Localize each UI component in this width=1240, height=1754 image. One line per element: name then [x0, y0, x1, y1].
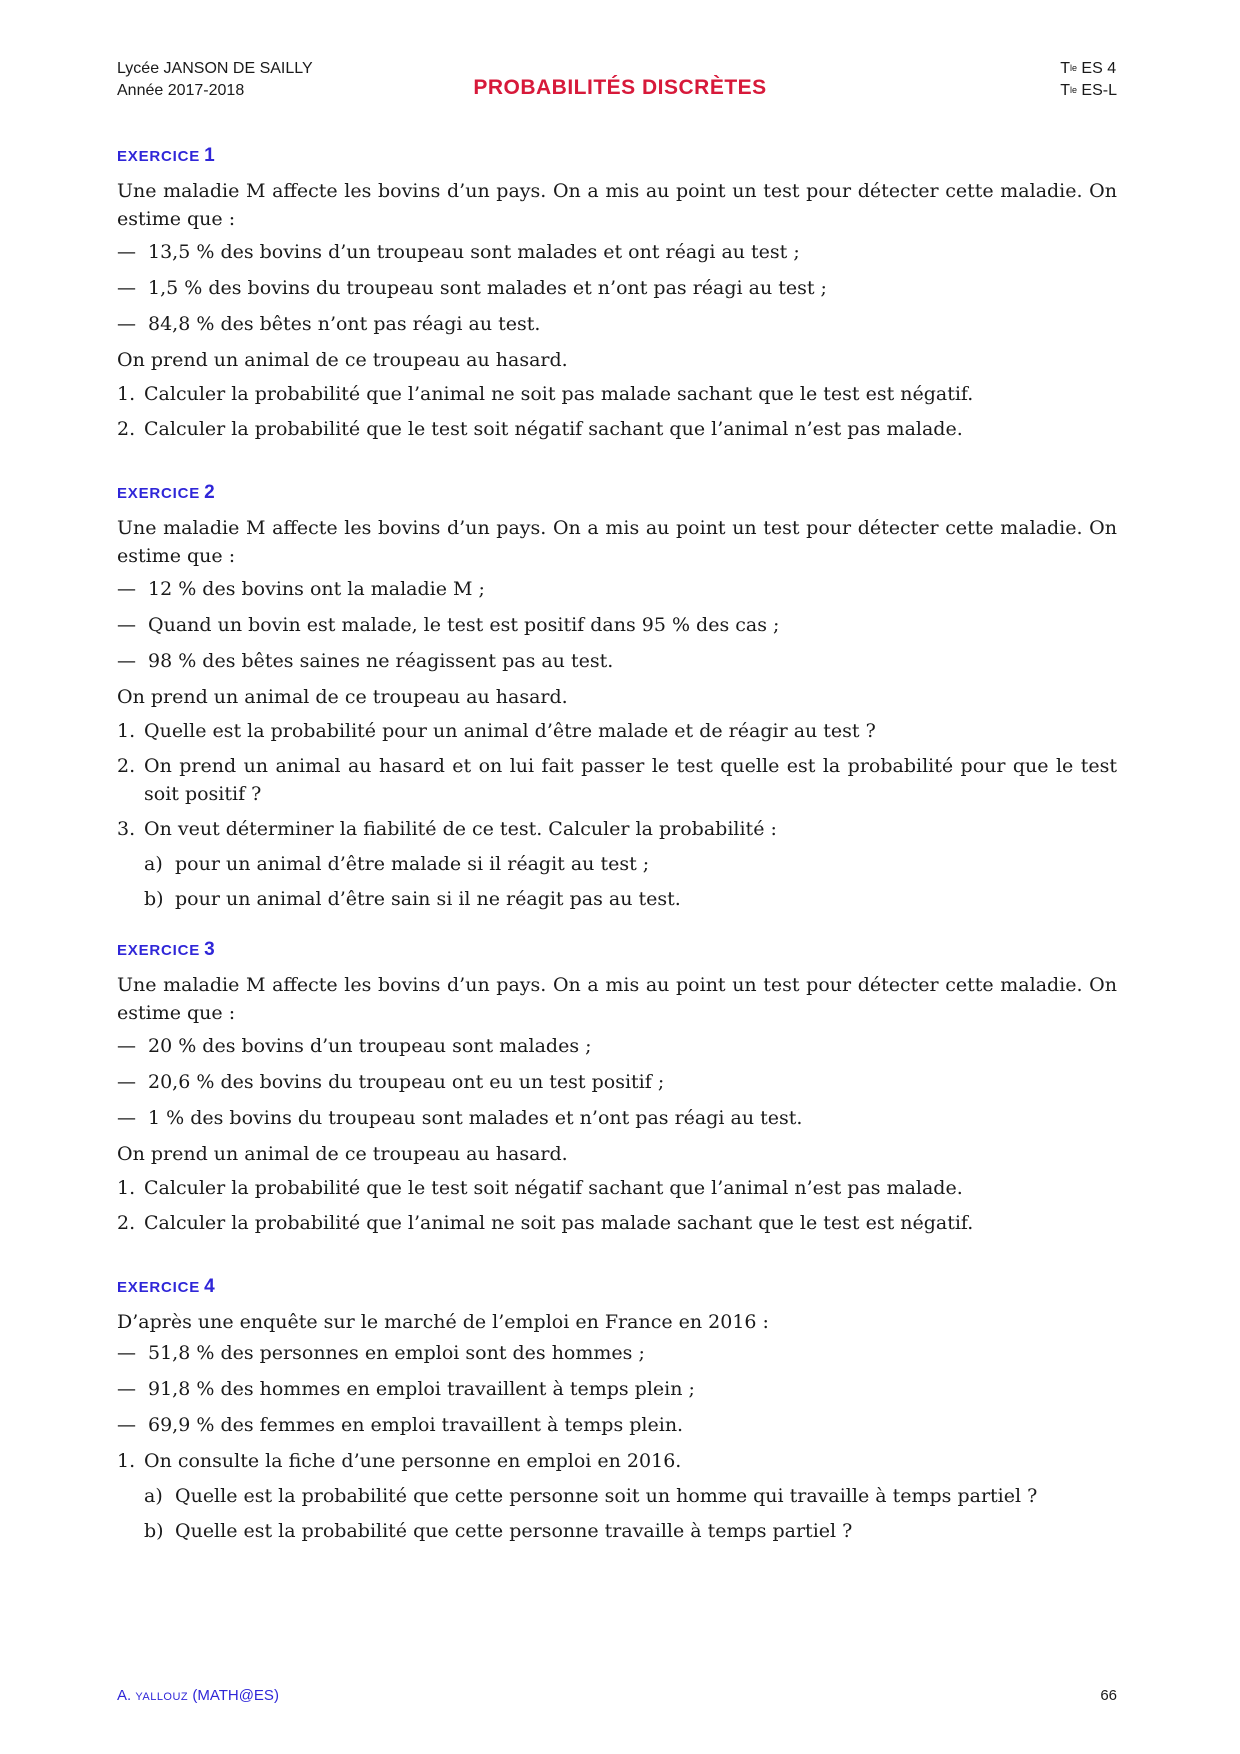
subquestion-list	[144, 1482, 1117, 1545]
list-item: — Quand un bovin est malade, le test est positif dans 95 % des cas ;	[117, 614, 780, 636]
exercise-3	[117, 940, 1117, 1237]
question-list	[117, 1447, 1117, 1545]
question-item: 1. Calculer la probabilité que le test soit négatif sachant que l’animal n’est pas malade.	[117, 1177, 963, 1199]
exercise-statement: On prend un animal de ce troupeau au hasard.	[117, 686, 568, 708]
list-item: — 20,6 % des bovins du troupeau ont eu un test positif ;	[117, 1071, 665, 1093]
exercise-intro: Une maladie M affecte les bovins d’un pays. On a mis au point un test pour détecter cette maladie. On estime que :	[117, 180, 1117, 230]
list-item: — 20 % des bovins d’un troupeau sont malades ;	[117, 1035, 592, 1057]
question-item: 2. Calculer la probabilité que le test soit négatif sachant que l’animal n’est pas malade.	[117, 418, 963, 440]
bullet-list	[117, 1339, 1117, 1439]
list-item: — 13,5 % des bovins d’un troupeau sont malades et ont réagi au test ;	[117, 241, 800, 263]
list-item: — 91,8 % des hommes en emploi travaillent à temps plein ;	[117, 1378, 695, 1400]
exercise-4	[117, 1277, 1117, 1545]
exercise-title: EXERCICE 4	[117, 1276, 216, 1297]
question-item: 2. Calculer la probabilité que l’animal ne soit pas malade sachant que le test est négatif.	[117, 1212, 974, 1234]
question-list	[117, 380, 1117, 443]
question-item: 1. Calculer la probabilité que l’animal ne soit pas malade sachant que le test est négatif.	[117, 383, 974, 405]
subquestion-item: b) pour un animal d’être sain si il ne réagit pas au test.	[144, 888, 681, 910]
class-label-2: $T^{le}$ ES-L	[1060, 82, 1117, 99]
subquestion-item: a) pour un animal d’être malade si il réagit au test ;	[144, 853, 650, 875]
bullet-list	[117, 575, 1117, 675]
exercise-title: EXERCICE 1	[117, 145, 216, 166]
list-item: — 98 % des bêtes saines ne réagissent pas au test.	[117, 650, 614, 672]
page-number: 66	[1100, 1687, 1117, 1704]
page-title: PROBABILITÉS DISCRÈTES	[473, 76, 767, 99]
exercise-intro: Une maladie M affecte les bovins d’un pays. On a mis au point un test pour détecter cette maladie. On estime que :	[117, 974, 1117, 1024]
subquestion-list	[144, 850, 1117, 913]
school-year: Année 2017-2018	[117, 82, 245, 99]
list-item: — 84,8 % des bêtes n’ont pas réagi au test.	[117, 313, 541, 335]
question-list	[117, 1174, 1117, 1237]
class-label-1: $T^{le}$ ES 4	[1060, 60, 1117, 77]
question-item: 1. Quelle est la probabilité pour un animal d’être malade et de réagir au test ?	[117, 720, 876, 742]
question-item: 3. On veut déterminer la fiabilité de ce test. Calculer la probabilité : a) pour un animal d’être malade si il réagit au test ; b) pour un animal d’être sain si il ne réagit pas au test.	[117, 815, 1117, 913]
bullet-list	[117, 238, 1117, 338]
school-name: Lycée JANSON DE SAILLY	[117, 60, 313, 77]
exercise-1	[117, 146, 1117, 443]
exercise-statement: On prend un animal de ce troupeau au hasard.	[117, 1143, 568, 1165]
exercise-title: EXERCICE 3	[117, 939, 216, 960]
bullet-list	[117, 1032, 1117, 1132]
header-right	[1060, 58, 1117, 102]
question-list	[117, 717, 1117, 913]
subquestion-item: b) Quelle est la probabilité que cette personne travaille à temps partiel ?	[144, 1520, 853, 1542]
list-item: — 69,9 % des femmes en emploi travaillent à temps plein.	[117, 1414, 684, 1436]
exercise-2	[117, 483, 1117, 913]
list-item: — 51,8 % des personnes en emploi sont des hommes ;	[117, 1342, 645, 1364]
footer-author: A. YALLOUZ (MATH@ES)	[117, 1687, 279, 1704]
list-item: — 1 % des bovins du troupeau sont malades et n’ont pas réagi au test.	[117, 1107, 803, 1129]
list-item: — 12 % des bovins ont la maladie M ;	[117, 578, 485, 600]
question-item: 2. On prend un animal au hasard et on lui fait passer le test quelle est la probabilité pour que le test soit positif ?	[117, 755, 1117, 805]
subquestion-item: a) Quelle est la probabilité que cette personne soit un homme qui travaille à temps partiel ?	[144, 1485, 1038, 1507]
list-item: — 1,5 % des bovins du troupeau sont malades et n’ont pas réagi au test ;	[117, 277, 827, 299]
exercise-title: EXERCICE 2	[117, 482, 216, 503]
exercise-intro: Une maladie M affecte les bovins d’un pays. On a mis au point un test pour détecter cette maladie. On estime que :	[117, 517, 1117, 567]
exercise-statement: On prend un animal de ce troupeau au hasard.	[117, 349, 568, 371]
exercise-intro: D’après une enquête sur le marché de l’emploi en France en 2016 :	[117, 1311, 769, 1333]
question-item: 1. On consulte la fiche d’une personne en emploi en 2016. a) Quelle est la probabilité que cette personne soit un homme qui travaille à temps partiel ? b) Quelle est la probabilité que cette personne travaille à temps partiel ?	[117, 1447, 1117, 1545]
